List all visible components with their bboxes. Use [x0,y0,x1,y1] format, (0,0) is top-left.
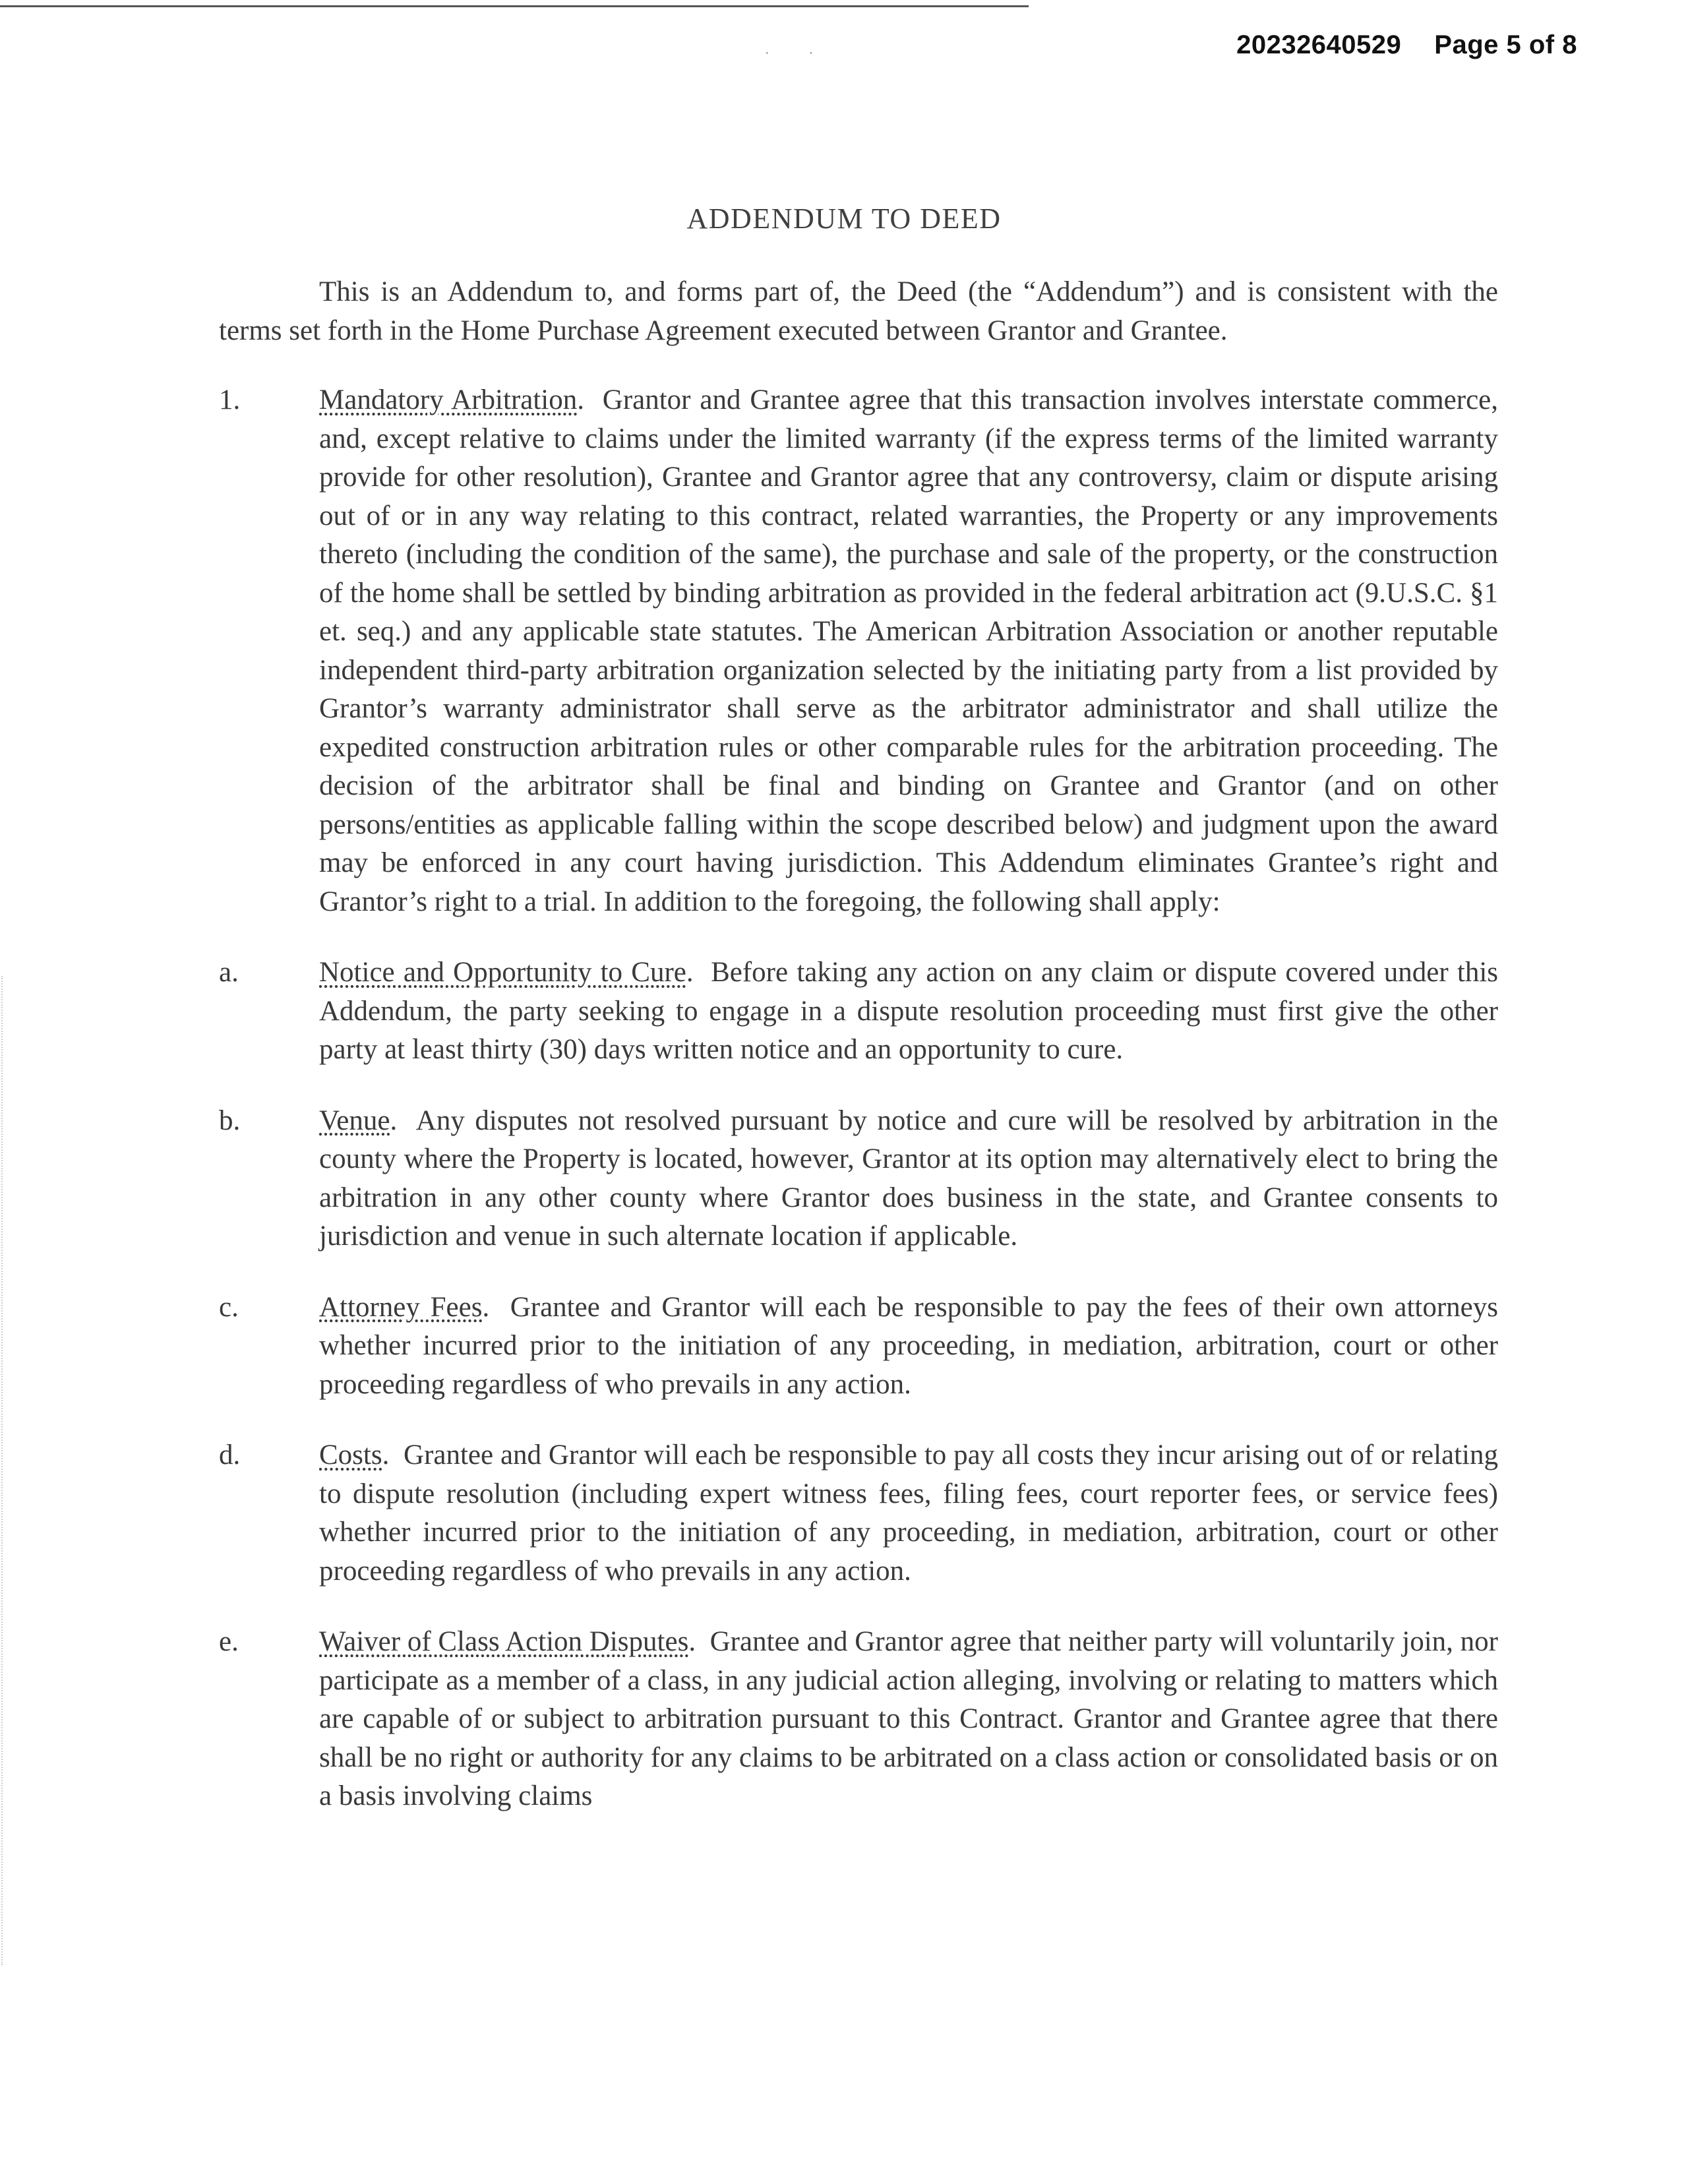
intro-paragraph: This is an Addendum to, and forms part of, the Deed (the “Addendum”) and is consistent with the terms set forth in the Home Purchase Agreement executed between Grantor and Grantee. [219,276,1498,346]
section-heading: Mandatory Arbitration [319,384,578,415]
section-number: 1. [219,384,241,415]
section-body: Grantor and Grantee agree that this transaction involves interstate commerce, and, except relative to claims under the limited warranty (if the express terms of the limited warranty provide for other resolution), Grantee and Grantor agree that any controversy, claim or dispute arising out of or in any way relating to this contract, related warranties, the Property or any improvements thereto (including the condition of the same), the purchase and sale of the property, or the construction of the home shall be settled by binding arbitration as provided in the federal arbitration act (9.U.S.C. §1 et. seq.) and any applicable state statutes. The American Arbitration Association or another reputable independent third-party arbitration organization selected by the initiating party from a list provided by Grantor’s warranty administrator shall serve as the arbitrator administrator and shall utilize the expedited construction arbitration rules or other comparable rules for the arbitration proceeding. The decision of the arbitrator shall be final and binding on Grantee and Grantor (and on other persons/entities as applicable falling within the scope described below) and judgment upon the award may be enforced in any court having jurisdiction. This Addendum eliminates Grantee’s right and Grantor’s right to a trial. In addition to the foregoing, the following shall apply: [319,384,1498,917]
section-heading: Costs [319,1440,382,1471]
document-body [219,273,1498,1848]
section-number: e. [219,1626,239,1657]
section-costs: d. Costs. Grantee and Grantor will each be responsible to pay all costs they incur arising out of or relating to dispute resolution (including expert witness fees, filing fees, court reporter fees, or service fees) whether incurred prior to the initiation of any proceeding, in mediation, arbitration, court or other proceeding regardless of who prevails in any action. [219,1436,1498,1591]
section-heading: Venue [319,1105,390,1136]
document-number: 20232640529 [1236,30,1402,59]
scan-top-rule [0,5,1029,7]
section-mandatory-arbitration: 1. Mandatory Arbitration. Grantor and Grantee agree that this transaction involves interstate commerce, and, except relative to claims under the limited warranty (if the express terms of the limited warranty provide for other resolution), Grantee and Grantor agree that any controversy, claim or dispute arising out of or in any way relating to this contract, related warranties, the Property or any improvements thereto (including the condition of the same), the purchase and sale of the property, or the construction of the home shall be settled by binding arbitration as provided in the federal arbitration act (9.U.S.C. §1 et. seq.) and any applicable state statutes. The American Arbitration Association or another reputable independent third-party arbitration organization selected by the initiating party from a list provided by Grantor’s warranty administrator shall serve as the arbitrator administrator and shall utilize the expedited construction arbitration rules or other comparable rules for the arbitration proceeding. The decision of the arbitrator shall be final and binding on Grantee and Grantor (and on other persons/entities as applicable falling within the scope described below) and judgment upon the award may be enforced in any court having jurisdiction. This Addendum eliminates Grantee’s right and Grantor’s right to a trial. In addition to the foregoing, the following shall apply: [219,381,1498,921]
scan-edge-artifact [1,976,4,1965]
document-id-header [1236,30,1577,60]
document-title: ADDENDUM TO DEED [686,202,1002,235]
section-heading: Attorney Fees [319,1291,483,1323]
section-waiver-class-action: e. Waiver of Class Action Disputes. Grantee and Grantor agree that neither party will voluntarily join, nor participate as a member of a class, in any judicial action alleging, involving or relating to matters which are capable of or subject to arbitration pursuant to this Contract. Grantor and Grantee agree that there shall be no right or authority for any claims to be arbitrated on a class action or consolidated basis or on a basis involving claims [219,1623,1498,1816]
section-number: c. [219,1291,239,1323]
section-body: Before taking any action on any claim or dispute covered under this Addendum, the party seeking to engage in a dispute resolution proceeding must first give the other party at least thirty (30) days written notice and an opportunity to cure. [319,957,1498,1065]
section-notice-and-cure: a. Notice and Opportunity to Cure. Before taking any action on any claim or dispute covered under this Addendum, the party seeking to engage in a dispute resolution proceeding must first give the other party at least thirty (30) days written notice and an opportunity to cure. [219,954,1498,1070]
scan-specks: · · [765,46,814,61]
section-heading: Notice and Opportunity to Cure [319,957,686,988]
section-venue: b. Venue. Any disputes not resolved pursuant by notice and cure will be resolved by arbitration in the county where the Property is located, however, Grantor at its option may alternatively elect to bring the arbitration in any other county where Grantor does business in the state, and Grantee consents to jurisdiction and venue in such alternate location if applicable. [219,1102,1498,1256]
section-body: Grantee and Grantor will each be responsible to pay all costs they incur arising out of or relating to dispute resolution (including expert witness fees, filing fees, court reporter fees, or service fees) whether incurred prior to the initiation of any proceeding, in mediation, arbitration, court or other proceeding regardless of who prevails in any action. [319,1440,1498,1587]
section-heading: Waiver of Class Action Disputes [319,1626,689,1657]
section-body: Grantee and Grantor will each be responsible to pay the fees of their own attorneys whether incurred prior to the initiation of any proceeding, in mediation, arbitration, court or other proceeding regardless of who prevails in any action. [319,1291,1498,1400]
section-body: Any disputes not resolved pursuant by notice and cure will be resolved by arbitration in the county where the Property is located, however, Grantor at its option may alternatively elect to bring the arbitration in any other county where Grantor does business in the state, and Grantee consents to jurisdiction and venue in such alternate location if applicable. [319,1105,1498,1252]
section-number: b. [219,1105,241,1136]
section-number: a. [219,957,239,988]
section-attorney-fees: c. Attorney Fees. Grantee and Grantor will each be responsible to pay the fees of their own attorneys whether incurred prior to the initiation of any proceeding, in mediation, arbitration, court or other proceeding regardless of who prevails in any action. [219,1289,1498,1405]
section-number: d. [219,1440,241,1471]
page-indicator: Page 5 of 8 [1434,30,1577,59]
section-body: Grantee and Grantor agree that neither party will voluntarily join, nor participate as a member of a class, in any judicial action alleging, involving or relating to matters which are capable of or subject to arbitration pursuant to this Contract. Grantor and Grantee agree that there shall be no right or authority for any claims to be arbitrated on a class action or consolidated basis or on a basis involving claims [319,1626,1498,1811]
